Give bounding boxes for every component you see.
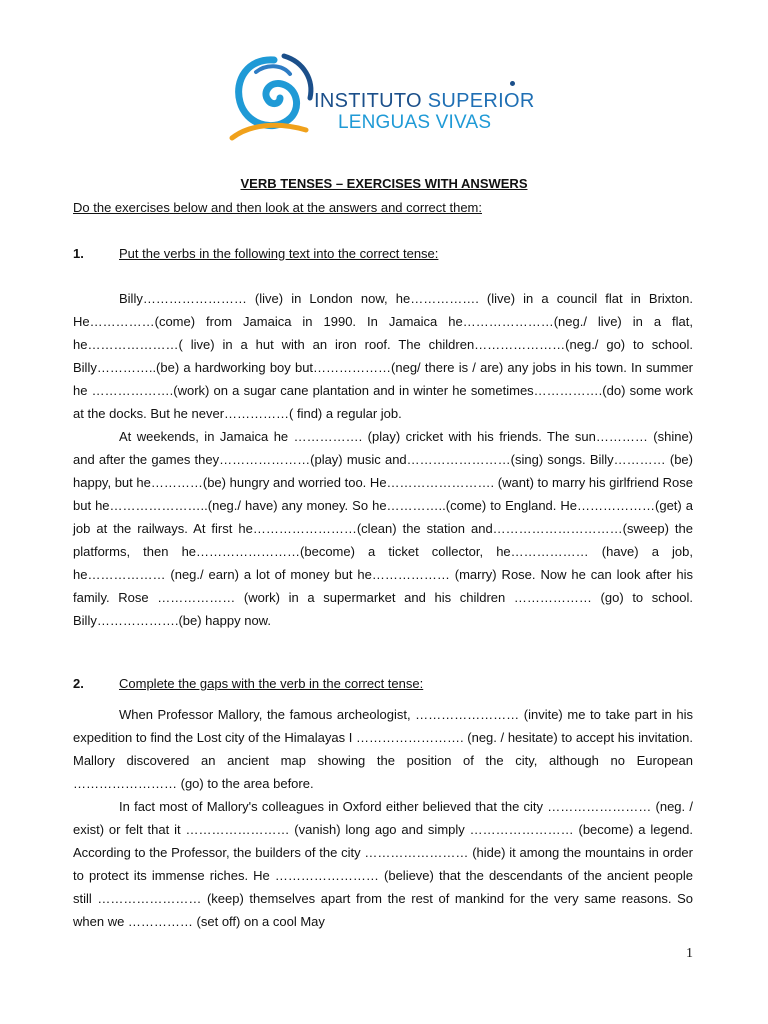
section-2-paragraph: In fact most of Mallory's colleagues in Oxford either believed that the city …………………… (neg. / exist) or felt that it …………………… (vanish) long ago and simply …………………… (become) a legend. According to the Professor, the builders of the city …………………… (hide) it among the mountains in order to protect its immense riches. He …………………… (believe) that the descendants of the ancient people still …………………… (keep) themselves apart from the rest of mankind for the very same reasons. So when we …………… (set off) on a cool May [73, 799, 693, 929]
section-2-number: 2. [73, 676, 84, 691]
document-title: VERB TENSES – EXERCISES WITH ANSWERS [240, 176, 528, 191]
section-1-number: 1. [73, 246, 84, 261]
logo-word-lenguas-vivas: LENGUAS VIVAS [338, 112, 492, 133]
section-1-title: Put the verbs in the following text into the correct tense: [119, 246, 439, 261]
section-2-text [73, 703, 693, 933]
logo-wordmark [314, 90, 535, 134]
section-2-title: Complete the gaps with the verb in the correct tense: [119, 676, 424, 691]
section-1-paragraph: Billy…………………… (live) in London now, he……………. (live) in a council flat in Brixton. He……………(come) from Jamaica in 1990. In Jamaica he…………………(neg./ live) in a flat, he…………………( live) in a hut with an iron roof. The children…………………(neg./ go) to school. Billy…………..(be) a hardworking boy but………………(neg/ there is / are) any jobs in his town. In summer he ……………….(work) on a sugar cane plantation and in winter he sometimes…………….(do) some work at the docks. But he never……………( find) a regular job. [73, 291, 693, 421]
institute-logo [226, 50, 556, 150]
section-1-heading [73, 246, 438, 261]
page-number: 1 [686, 946, 693, 961]
instructions-intro: Do the exercises below and then look at the answers and correct them: [73, 200, 482, 215]
logo-dot [510, 81, 515, 86]
section-2-paragraph: When Professor Mallory, the famous archeologist, …………………… (invite) me to take part in his expedition to find the Lost city of the Himalayas I ……………………. (neg. / hesitate) to accept his invitation. Mallory discovered an ancient map showing the position of the city, although no European …………………… (go) to the area before. [73, 707, 693, 791]
logo-word-superior: SUPERIOR [427, 90, 535, 112]
section-1-text [73, 287, 693, 632]
section-1-paragraph: At weekends, in Jamaica he ……………. (play) cricket with his friends. The sun………… (shine) and after the games they…………………(play) music and……………………(sing) songs. Billy………… (be) happy, but he…………(be) hungry and worried too. He……………………. (want) to marry his girlfriend Rose but he…………………..(neg./ have) any money. So he…………..(come) to England. He………………(get) a job at the railways. At first he……………………(clean) the station and…………………………(sweep) the platforms, then he……………………(become) a ticket collector, he……………… (have) a job, he……………… (neg./ earn) a lot of money but he……………… (marry) Rose. Now he can look after his family. Rose ……………… (work) in a supermarket and his children ……………… (go) to school. Billy……………….(be) happy now. [73, 429, 693, 628]
section-2-heading [73, 676, 423, 691]
swirl-logo-icon [226, 50, 318, 146]
logo-word-instituto: INSTITUTO [314, 90, 422, 112]
